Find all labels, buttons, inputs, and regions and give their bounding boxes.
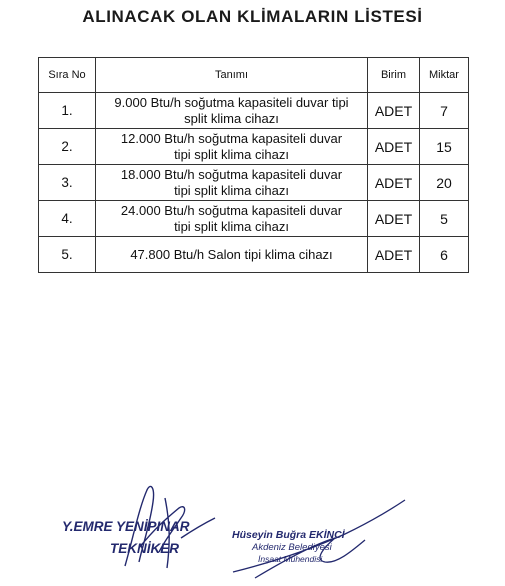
- row-desc-line2: tipi split klima cihazı: [174, 182, 289, 198]
- row-no: 3.: [39, 165, 96, 201]
- row-unit: ADET: [368, 129, 420, 165]
- row-unit: ADET: [368, 201, 420, 237]
- document-title: ALINACAK OLAN KLİMALARIN LİSTESİ: [82, 7, 423, 26]
- row-qty: 6: [420, 237, 469, 273]
- signer-name-right: Hüseyin Buğra EKİNCİ: [232, 529, 345, 541]
- row-desc: [96, 201, 368, 237]
- row-desc-line1: 47.800 Btu/h Salon tipi klima cihazı: [130, 246, 333, 262]
- klima-table: [38, 57, 469, 273]
- signer-title-right: İnşaat Mühendisi: [258, 554, 323, 564]
- row-qty: 7: [420, 93, 469, 129]
- signer-org-right: Akdeniz Belediyesi: [252, 542, 332, 553]
- row-desc-line2: split klima cihazı: [184, 110, 279, 126]
- row-unit: ADET: [368, 165, 420, 201]
- row-desc: [96, 165, 368, 201]
- row-desc-line2: tipi split klima cihazı: [174, 218, 289, 234]
- row-unit: ADET: [368, 93, 420, 129]
- signature-block-right: [232, 529, 382, 564]
- row-unit: ADET: [368, 237, 420, 273]
- table-row: [39, 165, 469, 201]
- row-no: 5.: [39, 237, 96, 273]
- row-qty: 15: [420, 129, 469, 165]
- column-header-no: Sıra No: [39, 58, 96, 93]
- row-desc-line1: 24.000 Btu/h soğutma kapasiteli duvar: [120, 202, 343, 218]
- column-header-unit: Birim: [368, 58, 420, 93]
- column-header-qty: Miktar: [420, 58, 469, 93]
- table-header-row: [39, 58, 469, 93]
- row-no: 4.: [39, 201, 96, 237]
- row-desc-line2: tipi split klima cihazı: [174, 146, 289, 162]
- row-qty: 5: [420, 201, 469, 237]
- row-no: 1.: [39, 93, 96, 129]
- row-desc: [96, 237, 368, 273]
- row-desc-line1: 12.000 Btu/h soğutma kapasiteli duvar: [120, 130, 343, 146]
- row-qty: 20: [420, 165, 469, 201]
- table-row: [39, 93, 469, 129]
- row-desc-line1: 9.000 Btu/h soğutma kapasiteli duvar tipi: [114, 94, 349, 110]
- row-desc: [96, 93, 368, 129]
- row-no: 2.: [39, 129, 96, 165]
- row-desc: [96, 129, 368, 165]
- table-row: [39, 201, 469, 237]
- table-row: [39, 237, 469, 273]
- table-row: [39, 129, 469, 165]
- row-desc-line1: 18.000 Btu/h soğutma kapasiteli duvar: [120, 166, 343, 182]
- signer-name-left: Y.EMRE YENİPINAR: [62, 519, 190, 534]
- signature-block-left: [60, 516, 220, 560]
- column-header-desc: Tanımı: [96, 58, 368, 93]
- signer-role-left: TEKNİKER: [110, 541, 180, 556]
